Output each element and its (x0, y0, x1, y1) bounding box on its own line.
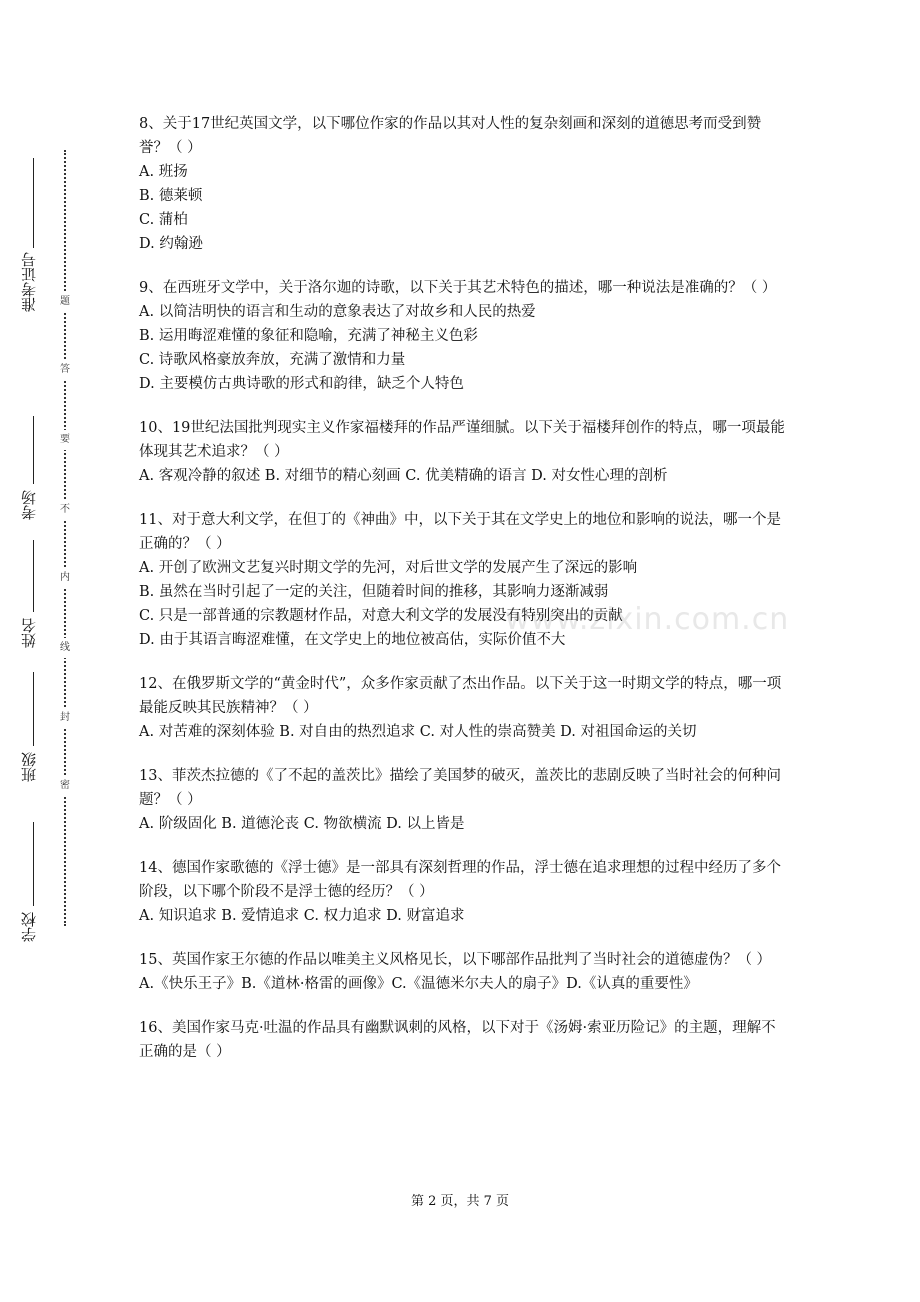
question-stem: 12、在俄罗斯文学的“黄金时代”，众多作家贡献了杰出作品。以下关于这一时期文学的特点，哪一项最能反映其民族精神？（ ） (139, 676, 782, 716)
school-underline (33, 822, 34, 906)
option-row[interactable]: A. 阶级固化 B. 道德沦丧 C. 物欲横流 D. 以上皆是 (139, 816, 465, 832)
seal-char: 封 (56, 708, 74, 728)
option[interactable]: B. 德莱顿 (139, 188, 203, 204)
page-footer: 第 2 页，共 7 页 (410, 1194, 510, 1209)
question-stem: 10、19世纪法国批判现实主义作家福楼拜的作品严谨细腻。以下关于福楼拜创作的特点，哪一项最能体现其艺术追求？（ ） (139, 420, 785, 460)
option[interactable]: A. 以简洁明快的语言和生动的意象表达了对故乡和人民的热爱 (139, 304, 536, 320)
seal-char: 题 (56, 292, 74, 312)
question-stem: 11、对于意大利文学，在但丁的《神曲》中，以下关于其在文学史上的地位和影响的说法，哪一个是正确的？（ ） (139, 512, 781, 552)
class-label: 班级 (20, 752, 38, 782)
question-stem: 9、在西班牙文学中，关于洛尔迦的诗歌，以下关于其艺术特色的描述，哪一种说法是准确的？（ ） (139, 280, 777, 296)
seal-dotted-line (64, 150, 66, 926)
option[interactable]: A. 开创了欧洲文艺复兴时期文学的先河，对后世文学的发展产生了深远的影响 (139, 560, 638, 576)
school-label: 学校 (20, 912, 38, 942)
seal-char: 不 (56, 500, 74, 520)
question-14 (139, 856, 789, 928)
exam-room-label: 考场 (20, 490, 38, 520)
question-8 (139, 112, 789, 256)
option-row[interactable]: A.《快乐王子》B.《道林·格雷的画像》C.《温德米尔夫人的扇子》D.《认真的重要性》 (139, 976, 698, 992)
question-12 (139, 672, 789, 744)
option[interactable]: C. 诗歌风格豪放奔放，充满了激情和力量 (139, 352, 406, 368)
option-row[interactable]: A. 客观冷静的叙述 B. 对细节的精心刻画 C. 优美精确的语言 D. 对女性心理的剖析 (139, 468, 668, 484)
option-row[interactable]: A. 知识追求 B. 爱情追求 C. 权力追求 D. 财富追求 (139, 908, 465, 924)
seal-char: 线 (56, 638, 74, 658)
question-stem: 8、关于17世纪英国文学，以下哪位作家的作品以其对人性的复杂刻画和深刻的道德思考而受到赞誉？（ ） (139, 116, 762, 156)
question-10 (139, 416, 789, 488)
watermark: www.zixin.com.cn (505, 602, 790, 637)
binding-margin (0, 0, 110, 1302)
question-15 (139, 948, 789, 996)
question-stem: 14、德国作家歌德的《浮士德》是一部具有深刻哲理的作品，浮士德在追求理想的过程中经历了多个阶段，以下哪个阶段不是浮士德的经历？（ ） (139, 860, 781, 900)
option[interactable]: B. 运用晦涩难懂的象征和隐喻，充满了神秘主义色彩 (139, 328, 478, 344)
name-label: 姓名 (20, 618, 38, 648)
question-list (139, 112, 789, 1084)
exam-id-underline (33, 158, 34, 248)
seal-char: 答 (56, 360, 74, 380)
exam-id-label: 准考证号 (20, 252, 38, 312)
seal-char: 要 (56, 430, 74, 450)
option[interactable]: D. 约翰逊 (139, 236, 203, 252)
question-stem: 16、美国作家马克·吐温的作品具有幽默讽刺的风格，以下对于《汤姆·索亚历险记》的主题，理解不正确的是（ ） (139, 1020, 776, 1060)
question-9 (139, 276, 789, 396)
option[interactable]: D. 主要模仿古典诗歌的形式和韵律，缺乏个人特色 (139, 376, 464, 392)
exam-room-underline (33, 416, 34, 484)
name-underline (33, 540, 34, 612)
question-13 (139, 764, 789, 836)
option[interactable]: B. 虽然在当时引起了一定的关注，但随着时间的推移，其影响力逐渐减弱 (139, 584, 609, 600)
seal-char: 内 (56, 568, 74, 588)
option[interactable]: A. 班扬 (139, 164, 188, 180)
question-16 (139, 1016, 789, 1064)
option-row[interactable]: A. 对苦难的深刻体验 B. 对自由的热烈追求 C. 对人性的崇高赞美 D. 对祖国命运的关切 (139, 724, 697, 740)
option[interactable]: D. 由于其语言晦涩难懂，在文学史上的地位被高估，实际价值不大 (139, 632, 566, 648)
seal-char: 密 (56, 776, 74, 796)
question-stem: 13、菲茨杰拉德的《了不起的盖茨比》描绘了美国梦的破灭，盖茨比的悲剧反映了当时社会的何种问题？（ ） (139, 768, 781, 808)
option[interactable]: C. 只是一部普通的宗教题材作品，对意大利文学的发展没有特别突出的贡献 (139, 608, 623, 624)
class-underline (33, 672, 34, 746)
question-11 (139, 508, 789, 652)
option[interactable]: C. 蒲柏 (139, 212, 188, 228)
question-stem: 15、英国作家王尔德的作品以唯美主义风格见长，以下哪部作品批判了当时社会的道德虚伪？（ ） (139, 952, 772, 968)
